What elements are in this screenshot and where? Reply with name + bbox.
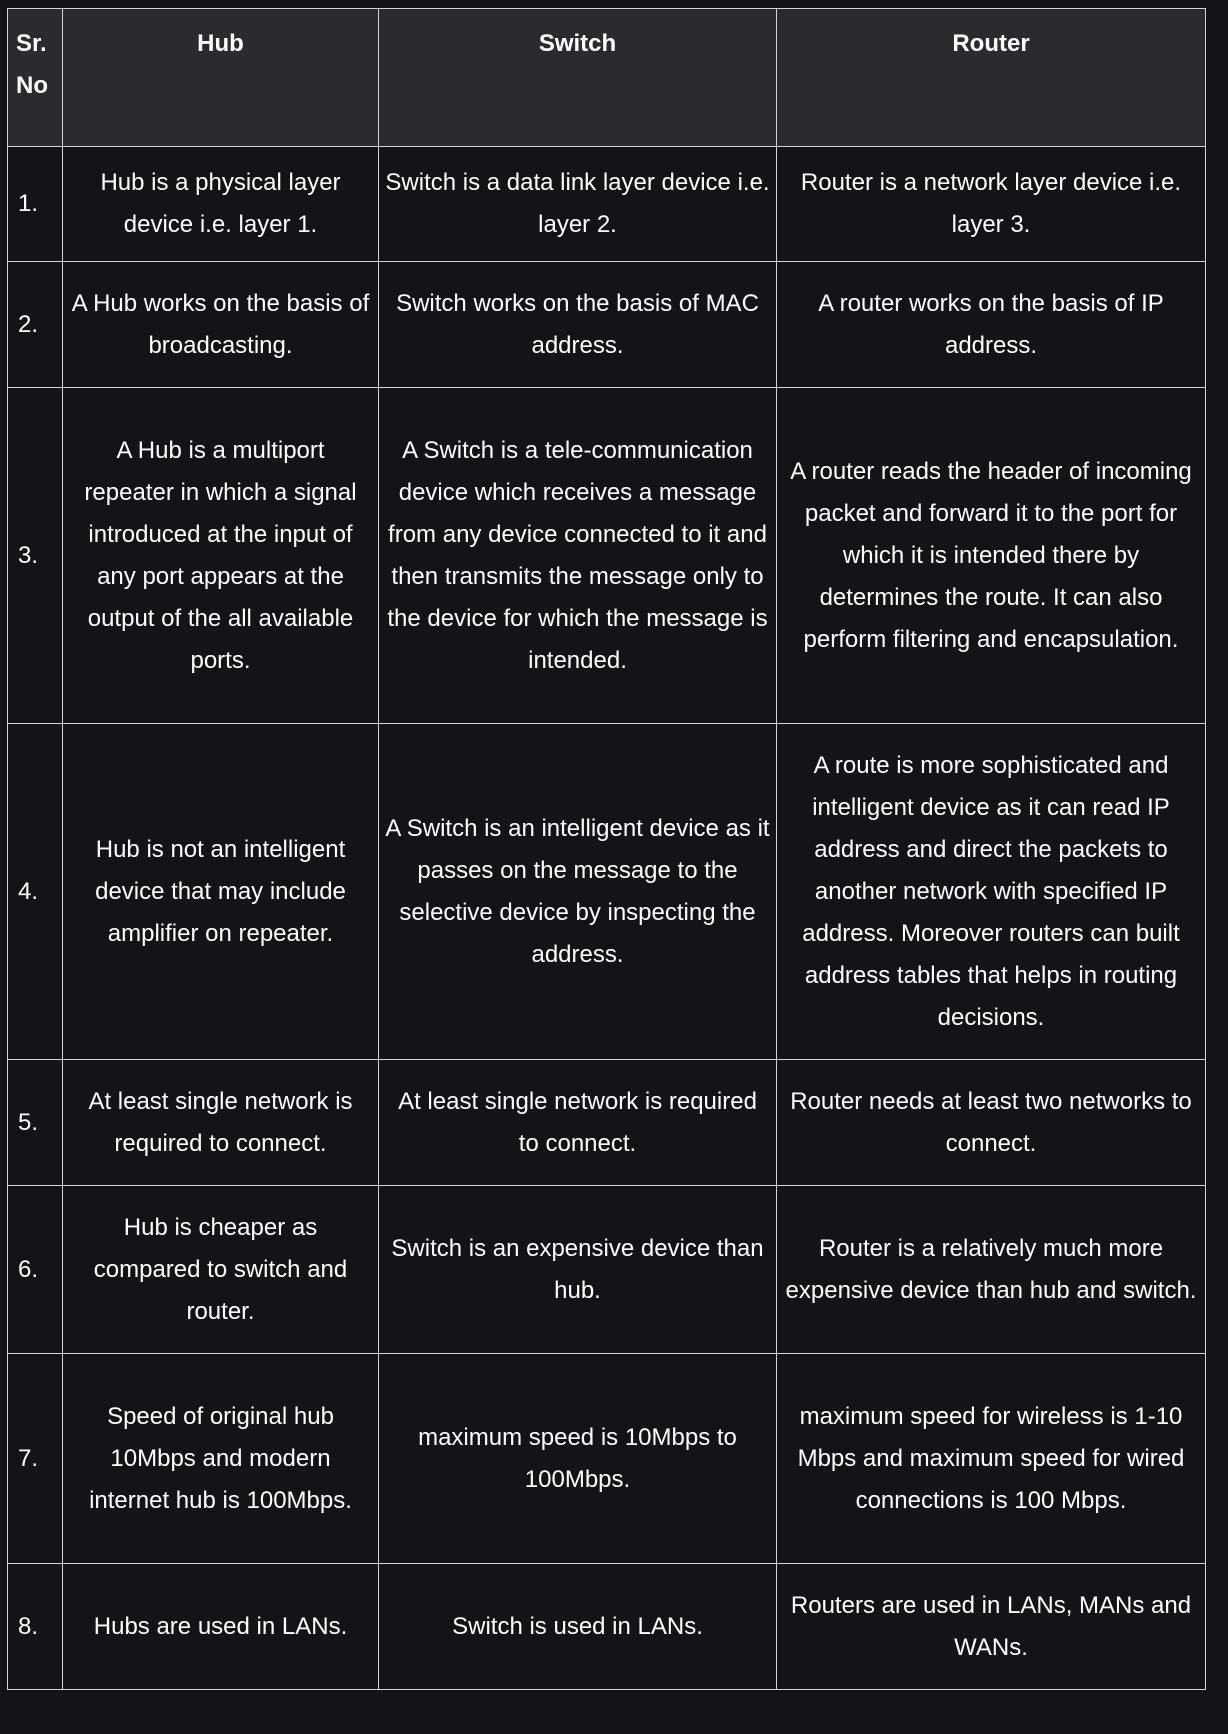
hub-cell: Hub is not an intelligent device that may include amplifier on repeater. (63, 724, 379, 1060)
router-cell: A router works on the basis of IP address. (777, 262, 1206, 388)
switch-cell: Switch is an expensive device than hub. (379, 1186, 777, 1354)
switch-cell: maximum speed is 10Mbps to 100Mbps. (379, 1354, 777, 1564)
switch-cell: Switch is used in LANs. (379, 1564, 777, 1690)
router-cell: maximum speed for wireless is 1-10 Mbps and maximum speed for wired connections is 100 Mbps. (777, 1354, 1206, 1564)
switch-cell: A Switch is an intelligent device as it passes on the message to the selective device by inspecting the address. (379, 724, 777, 1060)
header-hub: Hub (63, 9, 379, 147)
table-header-row (8, 9, 1206, 147)
row-number: 5. (8, 1060, 63, 1186)
table-row (8, 1354, 1206, 1564)
router-cell: Router is a relatively much more expensive device than hub and switch. (777, 1186, 1206, 1354)
switch-cell: Switch works on the basis of MAC address. (379, 262, 777, 388)
row-number: 4. (8, 724, 63, 1060)
table-row (8, 147, 1206, 262)
hub-cell: A Hub is a multiport repeater in which a signal introduced at the input of any port appears at the output of the all available ports. (63, 388, 379, 724)
header-srno: Sr. No (8, 9, 63, 147)
table-row (8, 262, 1206, 388)
router-cell: Router is a network layer device i.e. layer 3. (777, 147, 1206, 262)
switch-cell: At least single network is required to connect. (379, 1060, 777, 1186)
header-switch: Switch (379, 9, 777, 147)
table-row (8, 724, 1206, 1060)
row-number: 2. (8, 262, 63, 388)
hub-cell: Hub is a physical layer device i.e. layer 1. (63, 147, 379, 262)
table-row (8, 1186, 1206, 1354)
table-row (8, 1564, 1206, 1690)
table-row (8, 388, 1206, 724)
hub-cell: Hub is cheaper as compared to switch and router. (63, 1186, 379, 1354)
switch-cell: Switch is a data link layer device i.e. layer 2. (379, 147, 777, 262)
router-cell: Routers are used in LANs, MANs and WANs. (777, 1564, 1206, 1690)
hub-cell: Hubs are used in LANs. (63, 1564, 379, 1690)
row-number: 8. (8, 1564, 63, 1690)
table-row (8, 1060, 1206, 1186)
router-cell: Router needs at least two networks to connect. (777, 1060, 1206, 1186)
router-cell: A router reads the header of incoming packet and forward it to the port for which it is intended there by determines the route. It can also perform filtering and encapsulation. (777, 388, 1206, 724)
hub-cell: Speed of original hub 10Mbps and modern internet hub is 100Mbps. (63, 1354, 379, 1564)
row-number: 3. (8, 388, 63, 724)
switch-cell: A Switch is a tele-communication device which receives a message from any device connected to it and then transmits the message only to the device for which the message is intended. (379, 388, 777, 724)
header-router: Router (777, 9, 1206, 147)
hub-cell: At least single network is required to connect. (63, 1060, 379, 1186)
row-number: 6. (8, 1186, 63, 1354)
row-number: 7. (8, 1354, 63, 1564)
row-number: 1. (8, 147, 63, 262)
router-cell: A route is more sophisticated and intelligent device as it can read IP address and direct the packets to another network with specified IP address. Moreover routers can built address tables that helps in routing decisions. (777, 724, 1206, 1060)
hub-cell: A Hub works on the basis of broadcasting. (63, 262, 379, 388)
comparison-table-container (7, 8, 1205, 1690)
comparison-table (7, 8, 1206, 1690)
